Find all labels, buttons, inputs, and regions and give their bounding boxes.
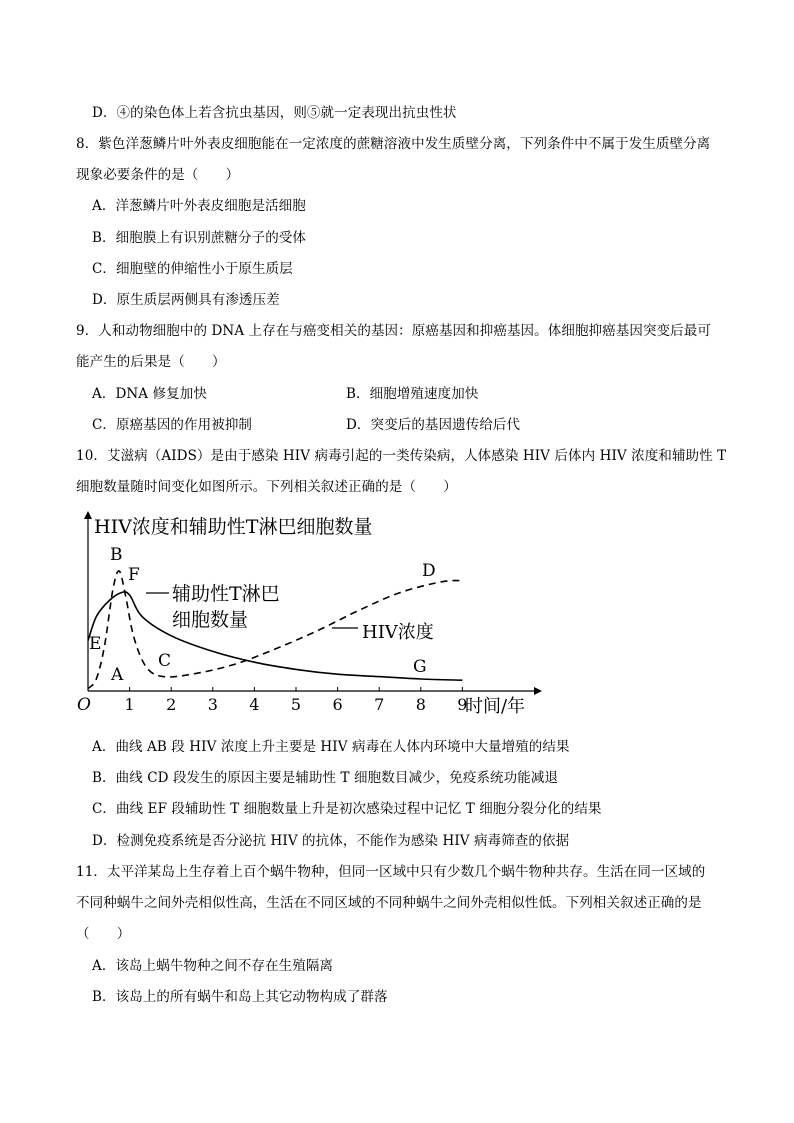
q10-stem-line2: 细胞数量随时间变化如图所示。下列相关叙述正确的是（ ） bbox=[76, 479, 457, 495]
x-tick-label: 2 bbox=[166, 695, 177, 714]
x-tick-label: 9 bbox=[457, 695, 468, 714]
point-label-g: G bbox=[413, 657, 427, 677]
x-tick-label: 5 bbox=[290, 695, 302, 714]
origin-label: O bbox=[77, 695, 91, 715]
x-tick-label: 8 bbox=[415, 695, 426, 714]
q9-option-a: A．DNA 修复加快 bbox=[92, 386, 207, 402]
q8-option-b: B．细胞膜上有识别蔗糖分子的受体 bbox=[92, 230, 307, 246]
q9-stem-line1: 9．人和动物细胞中的 DNA 上存在与癌变相关的基因：原癌基因和抑癌基因。体细胞抑癌基因突变后最可 bbox=[76, 323, 711, 339]
x-tick-label: 3 bbox=[207, 695, 218, 714]
chart-title: HIV浓度和辅助性T淋巴细胞数量 bbox=[94, 516, 373, 538]
series-label-t-cell-line2: 细胞数量 bbox=[172, 609, 249, 631]
q7-option-d: D．④的染色体上若含抗虫基因，则⑤就一定表现出抗虫性状 bbox=[92, 105, 457, 121]
x-tick-label: 4 bbox=[249, 695, 260, 714]
point-label-c: C bbox=[158, 651, 172, 671]
q10-option-c: C．曲线 EF 段辅助性 T 细胞数量上升是初次感染过程中记忆 T 细胞分裂分化的结果 bbox=[92, 801, 602, 817]
q8-stem-line1: 8．紫色洋葱鳞片叶外表皮细胞能在一定浓度的蔗糖溶液中发生质壁分离，下列条件中不属于发生质壁分离 bbox=[76, 136, 711, 152]
q9-option-d: D．突变后的基因遗传给后代 bbox=[346, 417, 521, 433]
point-label-f: F bbox=[128, 565, 140, 585]
q10-option-d: D．检测免疫系统是否分泌抗 HIV 的抗体，不能作为感染 HIV 病毒筛查的依据 bbox=[92, 833, 570, 849]
point-label-d: D bbox=[422, 561, 436, 581]
x-axis-label: 时间/年 bbox=[465, 696, 526, 717]
q11-stem-line3: （ ） bbox=[76, 926, 131, 942]
x-tick-label: 7 bbox=[374, 695, 385, 714]
q11-stem-line1: 11．太平洋某岛上生存着上百个蜗牛物种，但同一区域中只有少数几个蜗牛物种共存。生活在同一区域的 bbox=[76, 864, 706, 880]
q9-stem-line2: 能产生的后果是（ ） bbox=[76, 354, 226, 370]
q8-option-c: C．细胞壁的伸缩性小于原生质层 bbox=[92, 261, 293, 277]
q11-stem-line2: 不同种蜗牛之间外壳相似性高，生活在不同区域的不同种蜗牛之间外壳相似性低。下列相关叙述正确的是 bbox=[76, 895, 702, 911]
point-label-e: E bbox=[89, 634, 102, 654]
q8-option-a: A．洋葱鳞片叶外表皮细胞是活细胞 bbox=[92, 198, 306, 214]
q10-option-a: A．曲线 AB 段 HIV 浓度上升主要是 HIV 病毒在人体内环境中大量增殖的结果 bbox=[92, 739, 570, 755]
x-tick-label: 1 bbox=[124, 695, 135, 714]
point-label-a: A bbox=[111, 665, 124, 685]
point-label-b: B bbox=[110, 545, 123, 565]
q10-stem-line1: 10．艾滋病（AIDS）是由于感染 HIV 病毒引起的一类传染病，人体感染 HIV 后体内 HIV 浓度和辅助性 T bbox=[76, 448, 727, 464]
q9-option-c: C．原癌基因的作用被抑制 bbox=[92, 417, 253, 433]
series-label-hiv: HIV浓度 bbox=[362, 622, 434, 643]
q9-option-b: B．细胞增殖速度加快 bbox=[346, 386, 479, 402]
q11-option-b: B．该岛上的所有蜗牛和岛上其它动物构成了群落 bbox=[92, 989, 388, 1005]
q11-option-a: A．该岛上蜗牛物种之间不存在生殖隔离 bbox=[92, 958, 334, 974]
q10-option-b: B．曲线 CD 段发生的原因主要是辅助性 T 细胞数目减少，免疫系统功能减退 bbox=[92, 770, 559, 786]
series-label-t-cell-line1: 辅助性T淋巴 bbox=[172, 583, 280, 605]
q8-stem-line2: 现象必要条件的是（ ） bbox=[76, 167, 240, 183]
x-axis-arrow bbox=[534, 687, 542, 695]
x-tick-label: 6 bbox=[332, 695, 343, 714]
hiv-chart bbox=[72, 505, 552, 730]
y-axis-arrow bbox=[84, 511, 92, 519]
q8-option-d: D．原生质层两侧具有渗透压差 bbox=[92, 292, 280, 308]
